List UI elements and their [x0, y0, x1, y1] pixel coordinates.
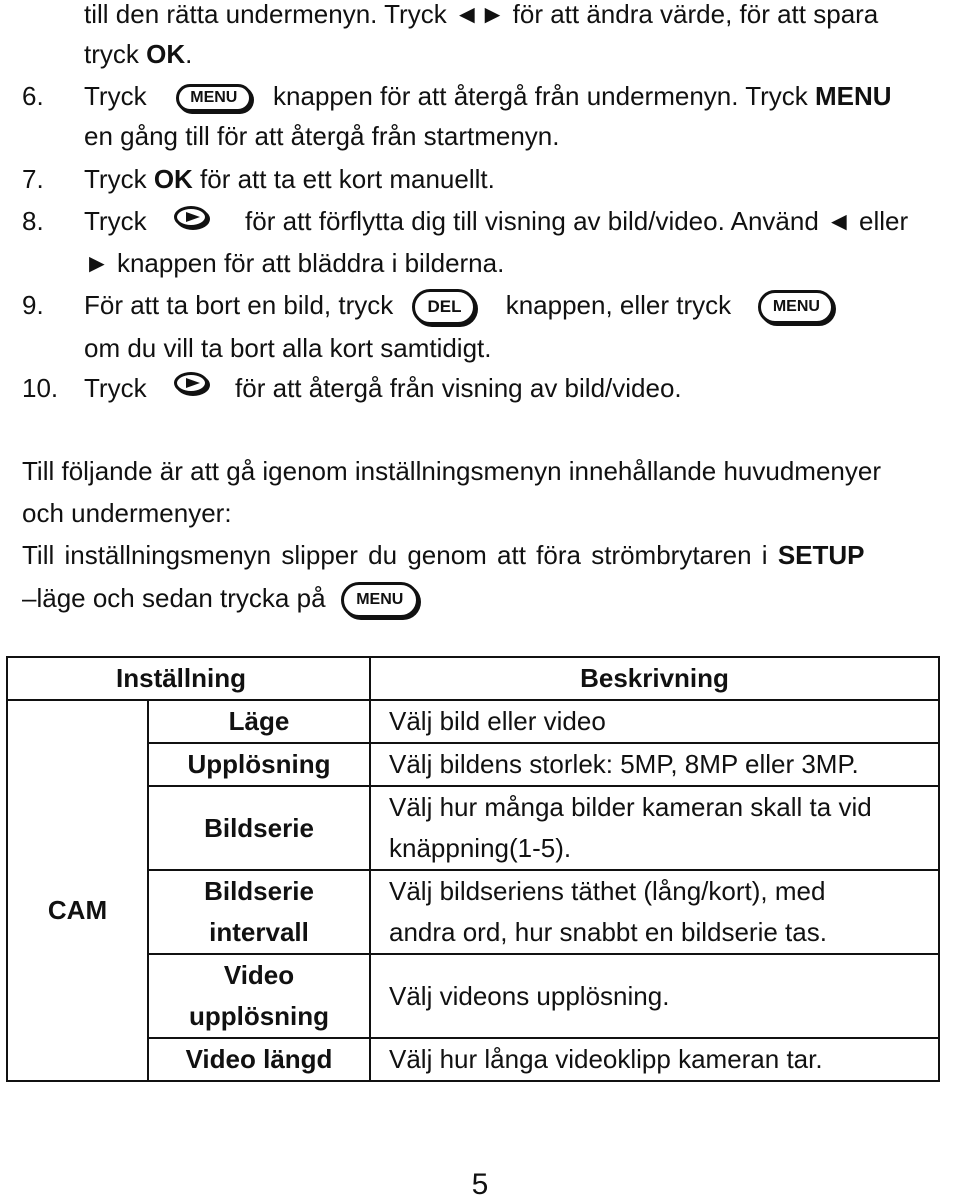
step-7-line: Tryck OK för att ta ett kort manuellt. [84, 164, 495, 194]
setting-cell: Upplösning [148, 743, 370, 786]
intro-paragraph-line2: och undermenyer: [22, 498, 232, 528]
description-cell: Välj bildens storlek: 5MP, 8MP eller 3MP. [370, 743, 939, 786]
step-6-line1: Tryck MENU knappen för att återgå från undermenyn. Tryck MENU [84, 81, 892, 111]
step5-continuation-line2: tryck OK. [84, 39, 193, 69]
intro-paragraph-line1: Till följande är att gå igenom inställningsmenyn innehållande huvudmenyer [22, 456, 882, 486]
page-number: 5 [471, 1168, 489, 1201]
setting-cell: Video längd [148, 1038, 370, 1081]
description-cell: Välj hur långa videoklipp kameran tar. [370, 1038, 939, 1081]
description-cell: Välj hur många bilder kameran skall ta vid knäppning(1-5). [370, 786, 939, 870]
settings-table [6, 656, 940, 1082]
step-6-line2: en gång till för att återgå från startmenyn. [84, 121, 560, 151]
group-label-cam: CAM [7, 700, 148, 1081]
step-6-number: 6. [22, 81, 44, 111]
setting-cell: Bildserie [148, 786, 370, 870]
step-10-line: Tryck för att återgå från visning av bild/video. [84, 373, 682, 403]
step-7-number: 7. [22, 164, 44, 194]
setup-paragraph-line1: Till inställningsmenyn slipper du genom att föra strömbrytaren i SETUP [22, 540, 865, 570]
step-8-line2: ► knappen för att bläddra i bilderna. [84, 248, 505, 278]
setting-cell: Video upplösning [148, 954, 370, 1038]
menu-button-icon: MENU [758, 290, 834, 324]
step-8-number: 8. [22, 206, 44, 236]
step-9-line1: För att ta bort en bild, tryck DEL knappen, eller tryck MENU [84, 289, 834, 325]
play-button-icon [174, 372, 208, 394]
setting-cell: Bildserie intervall [148, 870, 370, 954]
setup-paragraph-line2: –läge och sedan trycka på MENU [22, 582, 419, 618]
description-cell: Välj bild eller video [370, 700, 939, 743]
header-description: Beskrivning [370, 657, 939, 700]
table-row [7, 700, 939, 743]
table-header-row [7, 657, 939, 700]
del-button-icon: DEL [412, 289, 476, 325]
setting-cell: Läge [148, 700, 370, 743]
step-10-number: 10. [22, 373, 59, 403]
header-setting: Inställning [7, 657, 370, 700]
menu-button-icon: MENU [341, 582, 419, 618]
menu-button-icon: MENU [176, 84, 252, 112]
play-button-icon [174, 206, 208, 228]
step-8-line1: Tryck för att förflytta dig till visning av bild/video. Använd ◄ eller [84, 206, 909, 236]
step-9-line2: om du vill ta bort alla kort samtidigt. [84, 333, 492, 363]
description-cell: Välj bildseriens täthet (lång/kort), med andra ord, hur snabbt en bildserie tas. [370, 870, 939, 954]
step5-continuation-line1: till den rätta undermenyn. Tryck ◄► för att ändra värde, för att spara [84, 0, 879, 29]
step-9-number: 9. [22, 290, 44, 320]
description-cell: Välj videons upplösning. [370, 954, 939, 1038]
